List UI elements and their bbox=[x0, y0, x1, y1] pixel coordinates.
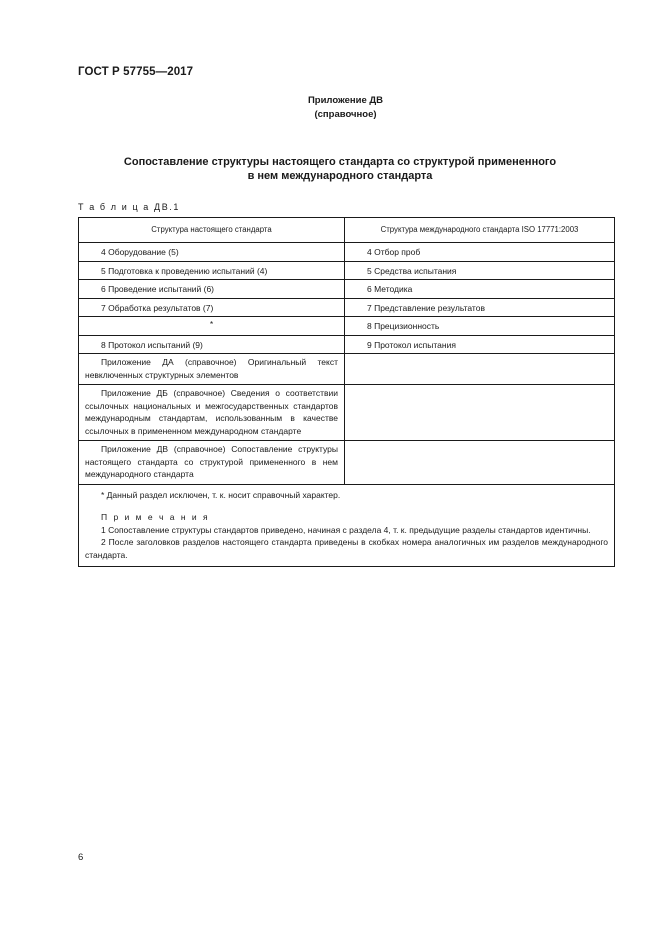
title-line-2: в нем международного стандарта bbox=[247, 170, 433, 182]
table-row bbox=[79, 354, 615, 385]
title-line-1: Сопоставление структуры настоящего стандарта со структурой примененного bbox=[123, 156, 557, 168]
structure-comparison-table bbox=[78, 217, 615, 567]
table-row bbox=[79, 441, 615, 485]
appendix-heading bbox=[0, 94, 661, 122]
cell-international: 4 Отбор проб bbox=[345, 243, 615, 262]
cell-international: 6 Методика bbox=[345, 280, 615, 299]
notes-heading: П р и м е ч а н и я bbox=[101, 512, 210, 522]
table-row bbox=[79, 243, 615, 262]
cell-national-appendix-dv: Приложение ДВ (справочное) Сопоставление структуры настоящего стандарта со структурой примененного в нем международного стандарта bbox=[79, 441, 345, 485]
document-title bbox=[90, 155, 590, 183]
cell-international: 5 Средства испытания bbox=[345, 261, 615, 280]
cell-national: 8 Протокол испытаний (9) bbox=[79, 335, 345, 354]
cell-international-empty bbox=[345, 385, 615, 441]
table-notes bbox=[79, 484, 615, 567]
table-row bbox=[79, 385, 615, 441]
footnote: * Данный раздел исключен, т. к. носит справочный характер. bbox=[101, 489, 341, 500]
table-row bbox=[79, 335, 615, 354]
header-national-structure: Структура настоящего стандарта bbox=[79, 218, 345, 243]
table-row bbox=[79, 317, 615, 336]
table-row bbox=[79, 298, 615, 317]
table-notes-row bbox=[79, 484, 615, 567]
appendix-label: Приложение ДВ bbox=[307, 95, 384, 106]
cell-international: 9 Протокол испытания bbox=[345, 335, 615, 354]
page-number: 6 bbox=[78, 852, 84, 863]
cell-national: 4 Оборудование (5) bbox=[79, 243, 345, 262]
cell-national-excluded-marker: * bbox=[79, 317, 345, 336]
table-header-row bbox=[79, 218, 615, 243]
cell-national: 7 Обработка результатов (7) bbox=[79, 298, 345, 317]
cell-national-appendix-da: Приложение ДА (справочное) Оригинальный текст невключенных структурных элементов bbox=[79, 354, 345, 385]
cell-national: 5 Подготовка к проведению испытаний (4) bbox=[79, 261, 345, 280]
cell-international-empty bbox=[345, 441, 615, 485]
header-international-structure: Структура международного стандарта ISO 17771:2003 bbox=[345, 218, 615, 243]
appendix-type: (справочное) bbox=[314, 109, 377, 120]
cell-national: 6 Проведение испытаний (6) bbox=[79, 280, 345, 299]
document-code: ГОСТ Р 57755—2017 bbox=[78, 66, 194, 78]
cell-international: 7 Представление результатов bbox=[345, 298, 615, 317]
table-row bbox=[79, 261, 615, 280]
note-item: 1 Сопоставление структуры стандартов приведено, начиная с раздела 4, т. к. предыдущие разделы стандартов идентичны. bbox=[101, 524, 591, 535]
cell-international-empty bbox=[345, 354, 615, 385]
cell-international: 8 Прецизионность bbox=[345, 317, 615, 336]
cell-national-appendix-db: Приложение ДБ (справочное) Сведения о соответствии ссылочных национальных и межгосударственных стандартов международным стандартам, использованным в качестве ссылочных в примененном международном стандарте bbox=[79, 385, 345, 441]
note-item: 2 После заголовков разделов настоящего стандарта приведены в скобках номера аналогичных им разделов международного стандарта. bbox=[85, 537, 608, 560]
table-caption: Т а б л и ц а ДВ.1 bbox=[78, 202, 181, 212]
table-row bbox=[79, 280, 615, 299]
